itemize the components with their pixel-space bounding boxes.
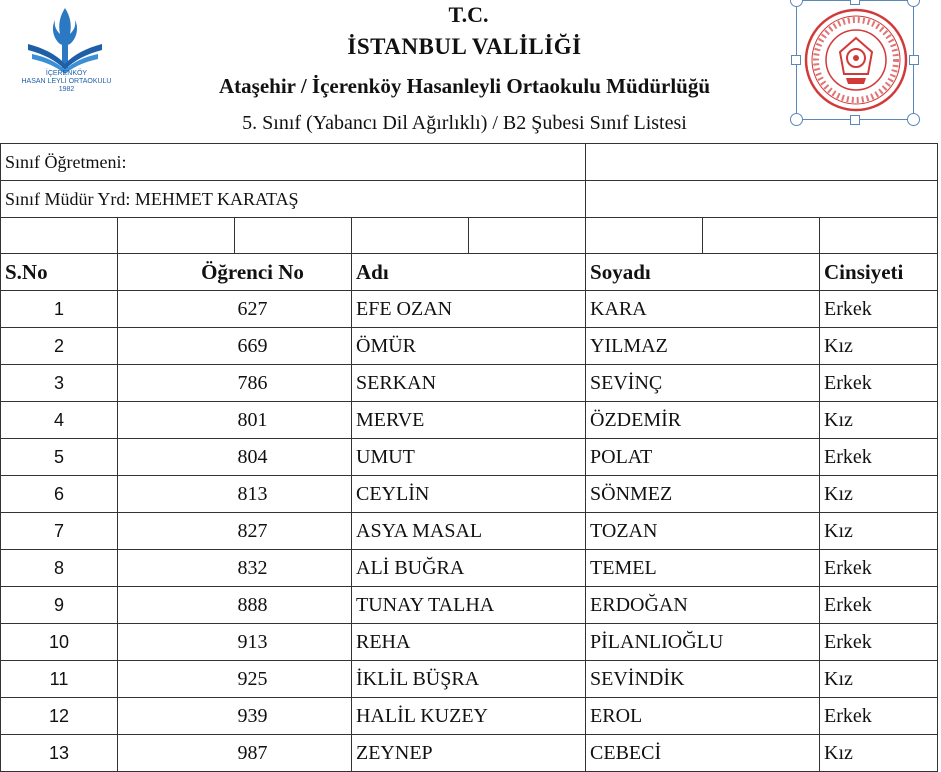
vice-principal-value-cell[interactable] [586,181,938,218]
title-governorship: İSTANBUL VALİLİĞİ [347,34,582,59]
cell-first-name[interactable]: HALİL KUZEY [352,698,586,735]
header-sno[interactable]: S.No [1,254,118,291]
cell-gender[interactable]: Erkek [820,550,938,587]
cell-gender[interactable]: Kız [820,476,938,513]
teacher-label[interactable]: Sınıf Öğretmeni: [1,144,586,181]
table-row [1,402,938,439]
blank-cell[interactable] [820,218,938,254]
table-row [1,513,938,550]
resize-handle-bottom-left[interactable] [790,113,803,126]
cell-student-no[interactable]: 804 [118,439,352,476]
cell-first-name[interactable]: ASYA MASAL [352,513,586,550]
blank-cell[interactable] [235,218,352,254]
cell-first-name[interactable]: İKLİL BÜŞRA [352,661,586,698]
table-row [1,587,938,624]
cell-gender[interactable]: Erkek [820,365,938,402]
header-gender[interactable]: Cinsiyeti [820,254,938,291]
cell-student-no[interactable]: 939 [118,698,352,735]
cell-student-no[interactable]: 987 [118,735,352,772]
cell-first-name[interactable]: MERVE [352,402,586,439]
cell-gender[interactable]: Kız [820,513,938,550]
cell-student-no[interactable]: 888 [118,587,352,624]
cell-sno[interactable]: 8 [1,550,118,587]
table-row [1,328,938,365]
blank-row [1,218,938,254]
resize-handle-bottom-right[interactable] [907,113,920,126]
blank-cell[interactable] [703,218,820,254]
title-tc: T.C. [448,2,489,27]
seal-image-selection[interactable] [796,0,914,120]
cell-sno[interactable]: 5 [1,439,118,476]
cell-first-name[interactable]: ÖMÜR [352,328,586,365]
cell-first-name[interactable]: TUNAY TALHA [352,587,586,624]
blank-cell[interactable] [469,218,586,254]
column-header-row [1,254,938,291]
cell-sno[interactable]: 4 [1,402,118,439]
cell-last-name[interactable]: ÖZDEMİR [586,402,820,439]
cell-gender[interactable]: Erkek [820,624,938,661]
cell-student-no[interactable]: 913 [118,624,352,661]
vice-principal-label[interactable]: Sınıf Müdür Yrd: MEHMET KARATAŞ [1,181,586,218]
cell-sno[interactable]: 3 [1,365,118,402]
cell-student-no[interactable]: 813 [118,476,352,513]
resize-handle-left[interactable] [791,55,801,65]
table-row [1,735,938,772]
cell-first-name[interactable]: REHA [352,624,586,661]
logo-caption: İÇERENKÖY HASAN LEYLİ ORTAOKULU 1982 [21,70,112,93]
blank-cell[interactable] [586,218,703,254]
header-student-no[interactable]: Öğrenci No [118,254,352,291]
cell-gender[interactable]: Erkek [820,439,938,476]
cell-sno[interactable]: 2 [1,328,118,365]
meb-seal-icon [802,4,910,116]
cell-first-name[interactable]: ALİ BUĞRA [352,550,586,587]
cell-student-no[interactable]: 627 [118,291,352,328]
cell-student-no[interactable]: 925 [118,661,352,698]
cell-last-name[interactable]: SEVİNDİK [586,661,820,698]
cell-last-name[interactable]: SÖNMEZ [586,476,820,513]
cell-gender[interactable]: Erkek [820,587,938,624]
cell-gender[interactable]: Kız [820,328,938,365]
table-row [1,698,938,735]
blank-cell[interactable] [118,218,235,254]
cell-gender[interactable]: Erkek [820,291,938,328]
cell-student-no[interactable]: 669 [118,328,352,365]
cell-student-no[interactable]: 827 [118,513,352,550]
cell-gender[interactable]: Erkek [820,698,938,735]
cell-sno[interactable]: 6 [1,476,118,513]
cell-last-name[interactable]: YILMAZ [586,328,820,365]
vice-principal-row [1,181,938,218]
cell-first-name[interactable]: ZEYNEP [352,735,586,772]
cell-last-name[interactable]: KARA [586,291,820,328]
cell-last-name[interactable]: POLAT [586,439,820,476]
teacher-row [1,144,938,181]
cell-last-name[interactable]: SEVİNÇ [586,365,820,402]
blank-cell[interactable] [352,218,469,254]
cell-sno[interactable]: 11 [1,661,118,698]
header-last-name[interactable]: Soyadı [586,254,820,291]
title-school: Ataşehir / İçerenköy Hasanleyli Ortaokulu Müdürlüğü [218,74,711,98]
cell-sno[interactable]: 7 [1,513,118,550]
table-row [1,661,938,698]
cell-gender[interactable]: Kız [820,402,938,439]
cell-student-no[interactable]: 786 [118,365,352,402]
cell-sno[interactable]: 10 [1,624,118,661]
resize-handle-bottom[interactable] [850,115,860,125]
teacher-value-cell[interactable] [586,144,938,181]
table-row [1,439,938,476]
cell-last-name[interactable]: EROL [586,698,820,735]
cell-sno[interactable]: 9 [1,587,118,624]
table-row [1,550,938,587]
cell-last-name[interactable]: TEMEL [586,550,820,587]
document-header [0,0,941,143]
cell-sno[interactable]: 13 [1,735,118,772]
table-row [1,365,938,402]
cell-last-name[interactable]: ERDOĞAN [586,587,820,624]
cell-last-name[interactable]: TOZAN [586,513,820,550]
header-first-name[interactable]: Adı [352,254,586,291]
cell-student-no[interactable]: 832 [118,550,352,587]
blank-cell[interactable] [1,218,118,254]
cell-sno[interactable]: 1 [1,291,118,328]
cell-gender[interactable]: Kız [820,735,938,772]
cell-first-name[interactable]: SERKAN [352,365,586,402]
cell-first-name[interactable]: UMUT [352,439,586,476]
student-rows [1,291,938,772]
class-list-table [0,143,938,772]
resize-handle-top[interactable] [850,0,860,5]
cell-sno[interactable]: 12 [1,698,118,735]
table-row [1,476,938,513]
title-class-list: 5. Sınıf (Yabancı Dil Ağırlıklı) / B2 Şubesi Sınıf Listesi [242,112,687,134]
cell-gender[interactable]: Kız [820,661,938,698]
cell-student-no[interactable]: 801 [118,402,352,439]
cell-last-name[interactable]: CEBECİ [586,735,820,772]
table-row [1,624,938,661]
cell-first-name[interactable]: CEYLİN [352,476,586,513]
cell-last-name[interactable]: PİLANLIOĞLU [586,624,820,661]
cell-first-name[interactable]: EFE OZAN [352,291,586,328]
table-row [1,291,938,328]
resize-handle-right[interactable] [909,55,919,65]
